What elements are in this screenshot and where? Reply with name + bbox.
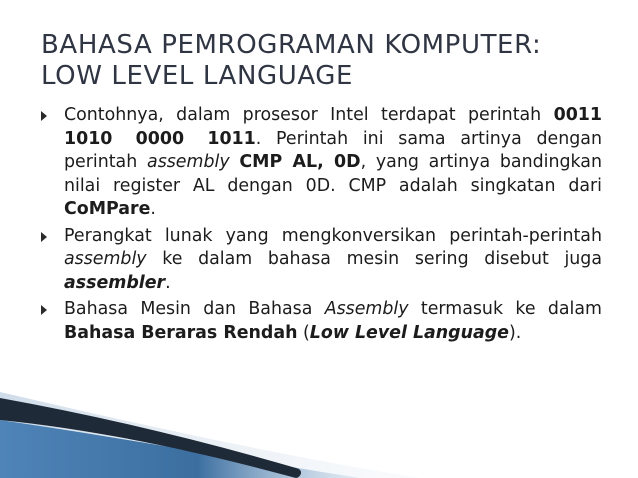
cmp-instruction: CMP AL, 0D bbox=[239, 152, 361, 172]
bullet-2-period: . bbox=[165, 272, 171, 293]
assembler-term: assembler bbox=[64, 272, 166, 293]
bullet-1-text-b: . Perintah ini sama artinya dengan perintah bbox=[64, 128, 602, 172]
low-level-term-en: Low Level Language bbox=[309, 322, 509, 343]
bullet-3-text-a: Bahasa Mesin dan Bahasa bbox=[64, 299, 325, 319]
bullet-3-text-b: termasuk ke dalam bbox=[408, 299, 602, 319]
binary-instruction: 0011 1010 0000 1011 bbox=[64, 105, 602, 149]
assembly-term: assembly bbox=[147, 152, 230, 172]
low-level-term-id: Bahasa Beraras Rendah bbox=[64, 322, 298, 343]
assembly-term: Assembly bbox=[324, 299, 409, 319]
assembly-term: assembly bbox=[64, 249, 147, 269]
slide-title-line-1: BAHASA PEMROGRAMAN KOMPUTER: bbox=[41, 30, 542, 60]
slide-title-line-2: LOW LEVEL LANGUAGE bbox=[41, 61, 354, 91]
bullet-1-text-a: Contohnya, dalam prosesor Intel terdapat perintah bbox=[64, 105, 554, 125]
bullet-2-text-a: Perangkat lunak yang mengkonversikan perintah-perintah bbox=[64, 225, 602, 246]
bullet-3-paren-open: ( bbox=[297, 322, 310, 343]
compare-term: CoMPare bbox=[64, 199, 151, 219]
bullet-2-text-b: ke dalam bahasa mesin sering disebut juga bbox=[146, 249, 602, 269]
bullet-1-text-c: , yang artinya bandingkan nilai register AL dengan 0D. CMP adalah singkatan dari bbox=[64, 152, 602, 196]
bullet-1-period: . bbox=[150, 199, 156, 219]
bullet-3-paren-close: ). bbox=[508, 322, 522, 343]
